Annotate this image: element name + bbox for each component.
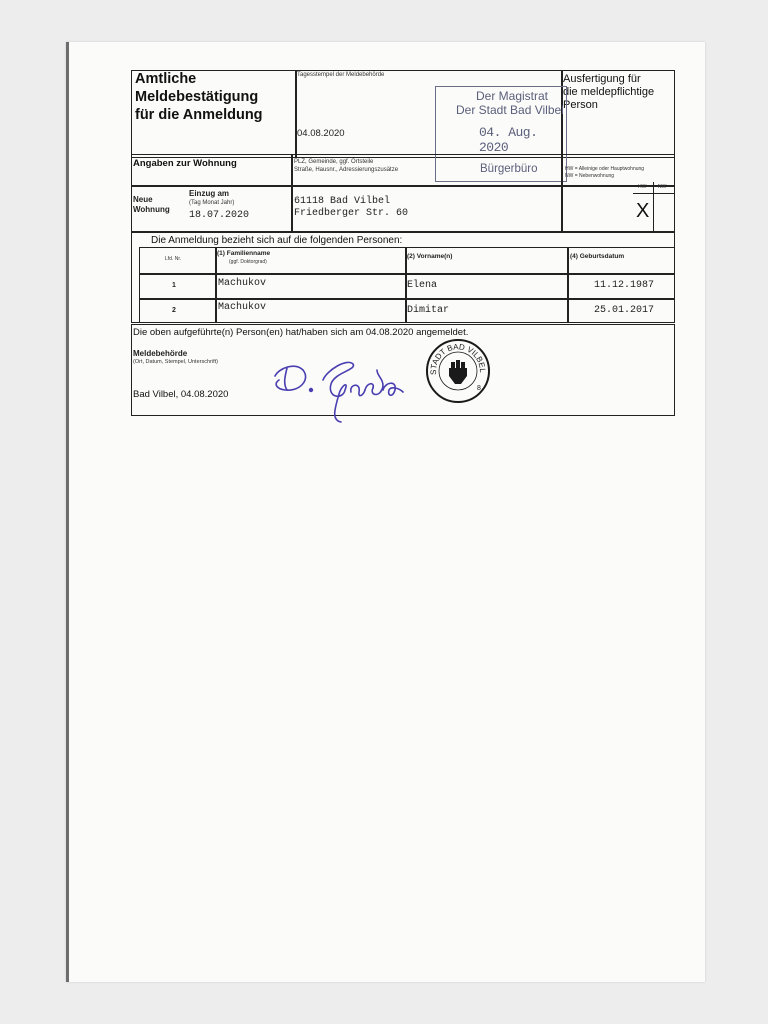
signature-image xyxy=(265,340,425,426)
hw-checkbox-mark: X xyxy=(636,200,650,222)
row-vorname: Dimitar xyxy=(407,305,450,316)
tagesstempel-label: Tagesstempel der Meldebehörde xyxy=(297,72,385,78)
city-seal xyxy=(425,338,491,404)
row-geburtsdatum: 11.12.1987 xyxy=(594,280,655,291)
document-title: Amtliche Meldebestätigung für die Anmeldung xyxy=(135,71,263,123)
row-familienname: Machukov xyxy=(218,302,267,313)
header-date: 04.08.2020 xyxy=(297,128,345,139)
seal-number: 8 xyxy=(477,385,481,392)
einzug-sublabel: (Tag Monat Jahr) xyxy=(189,200,235,206)
persons-intro: Die Anmeldung bezieht sich auf die folgenden Personen: xyxy=(151,235,403,246)
row-familienname: Machukov xyxy=(218,278,267,289)
address-field-label: PLZ, Gemeinde, ggf. Ortsteile Straße, Hausnr., Adressierungszusätze xyxy=(294,159,399,173)
einzug-date: 18.07.2020 xyxy=(189,210,250,221)
authority-sublabel: (Ort, Datum, Stempel, Unterschrift) xyxy=(133,359,218,365)
col-hw-label: HW xyxy=(638,184,647,190)
new-address: 61118 Bad Vilbel Friedberger Str. 60 xyxy=(294,196,409,219)
place-date: Bad Vilbel, 04.08.2020 xyxy=(133,389,229,400)
registration-statement: Die oben aufgeführte(n) Person(en) hat/haben sich am 04.08.2020 angemeldet. xyxy=(133,327,469,338)
col-header-geburtsdatum: (4) Geburtsdatum xyxy=(570,253,625,260)
authority-label: Meldebehörde xyxy=(133,349,188,358)
seal-text: STADT BAD VILBEL xyxy=(428,342,488,376)
table-row xyxy=(139,274,675,298)
col-header-vorname: (2) Vorname(n) xyxy=(407,253,453,260)
col-nw-label: NW xyxy=(658,184,667,190)
einzug-label: Einzug am xyxy=(189,189,230,198)
col-header-nr: Lfd. Nr. xyxy=(165,256,182,262)
document-page xyxy=(66,42,705,982)
hw-nw-legend: HW = Alleinige oder Hauptwohnung NW = Nebenwohnung xyxy=(565,166,645,179)
wohnung-section-label: Angaben zur Wohnung xyxy=(133,158,237,169)
row-vorname: Elena xyxy=(407,280,438,291)
neue-wohnung-label: Neue Wohnung xyxy=(133,195,170,214)
ausfertigung-label: Ausfertigung für die meldepflichtige Person xyxy=(563,73,655,111)
row-nr: 2 xyxy=(172,307,176,314)
row-geburtsdatum: 25.01.2017 xyxy=(594,305,655,316)
col-header-familienname: (1) Familienname (ggf. Doktorgrad) xyxy=(217,250,271,265)
office-stamp: Der Magistrat Der Stadt Bad Vilbel 04. Aug. 2020 Bürgerbüro xyxy=(435,86,567,182)
row-nr: 1 xyxy=(172,282,176,289)
table-row xyxy=(139,299,675,323)
